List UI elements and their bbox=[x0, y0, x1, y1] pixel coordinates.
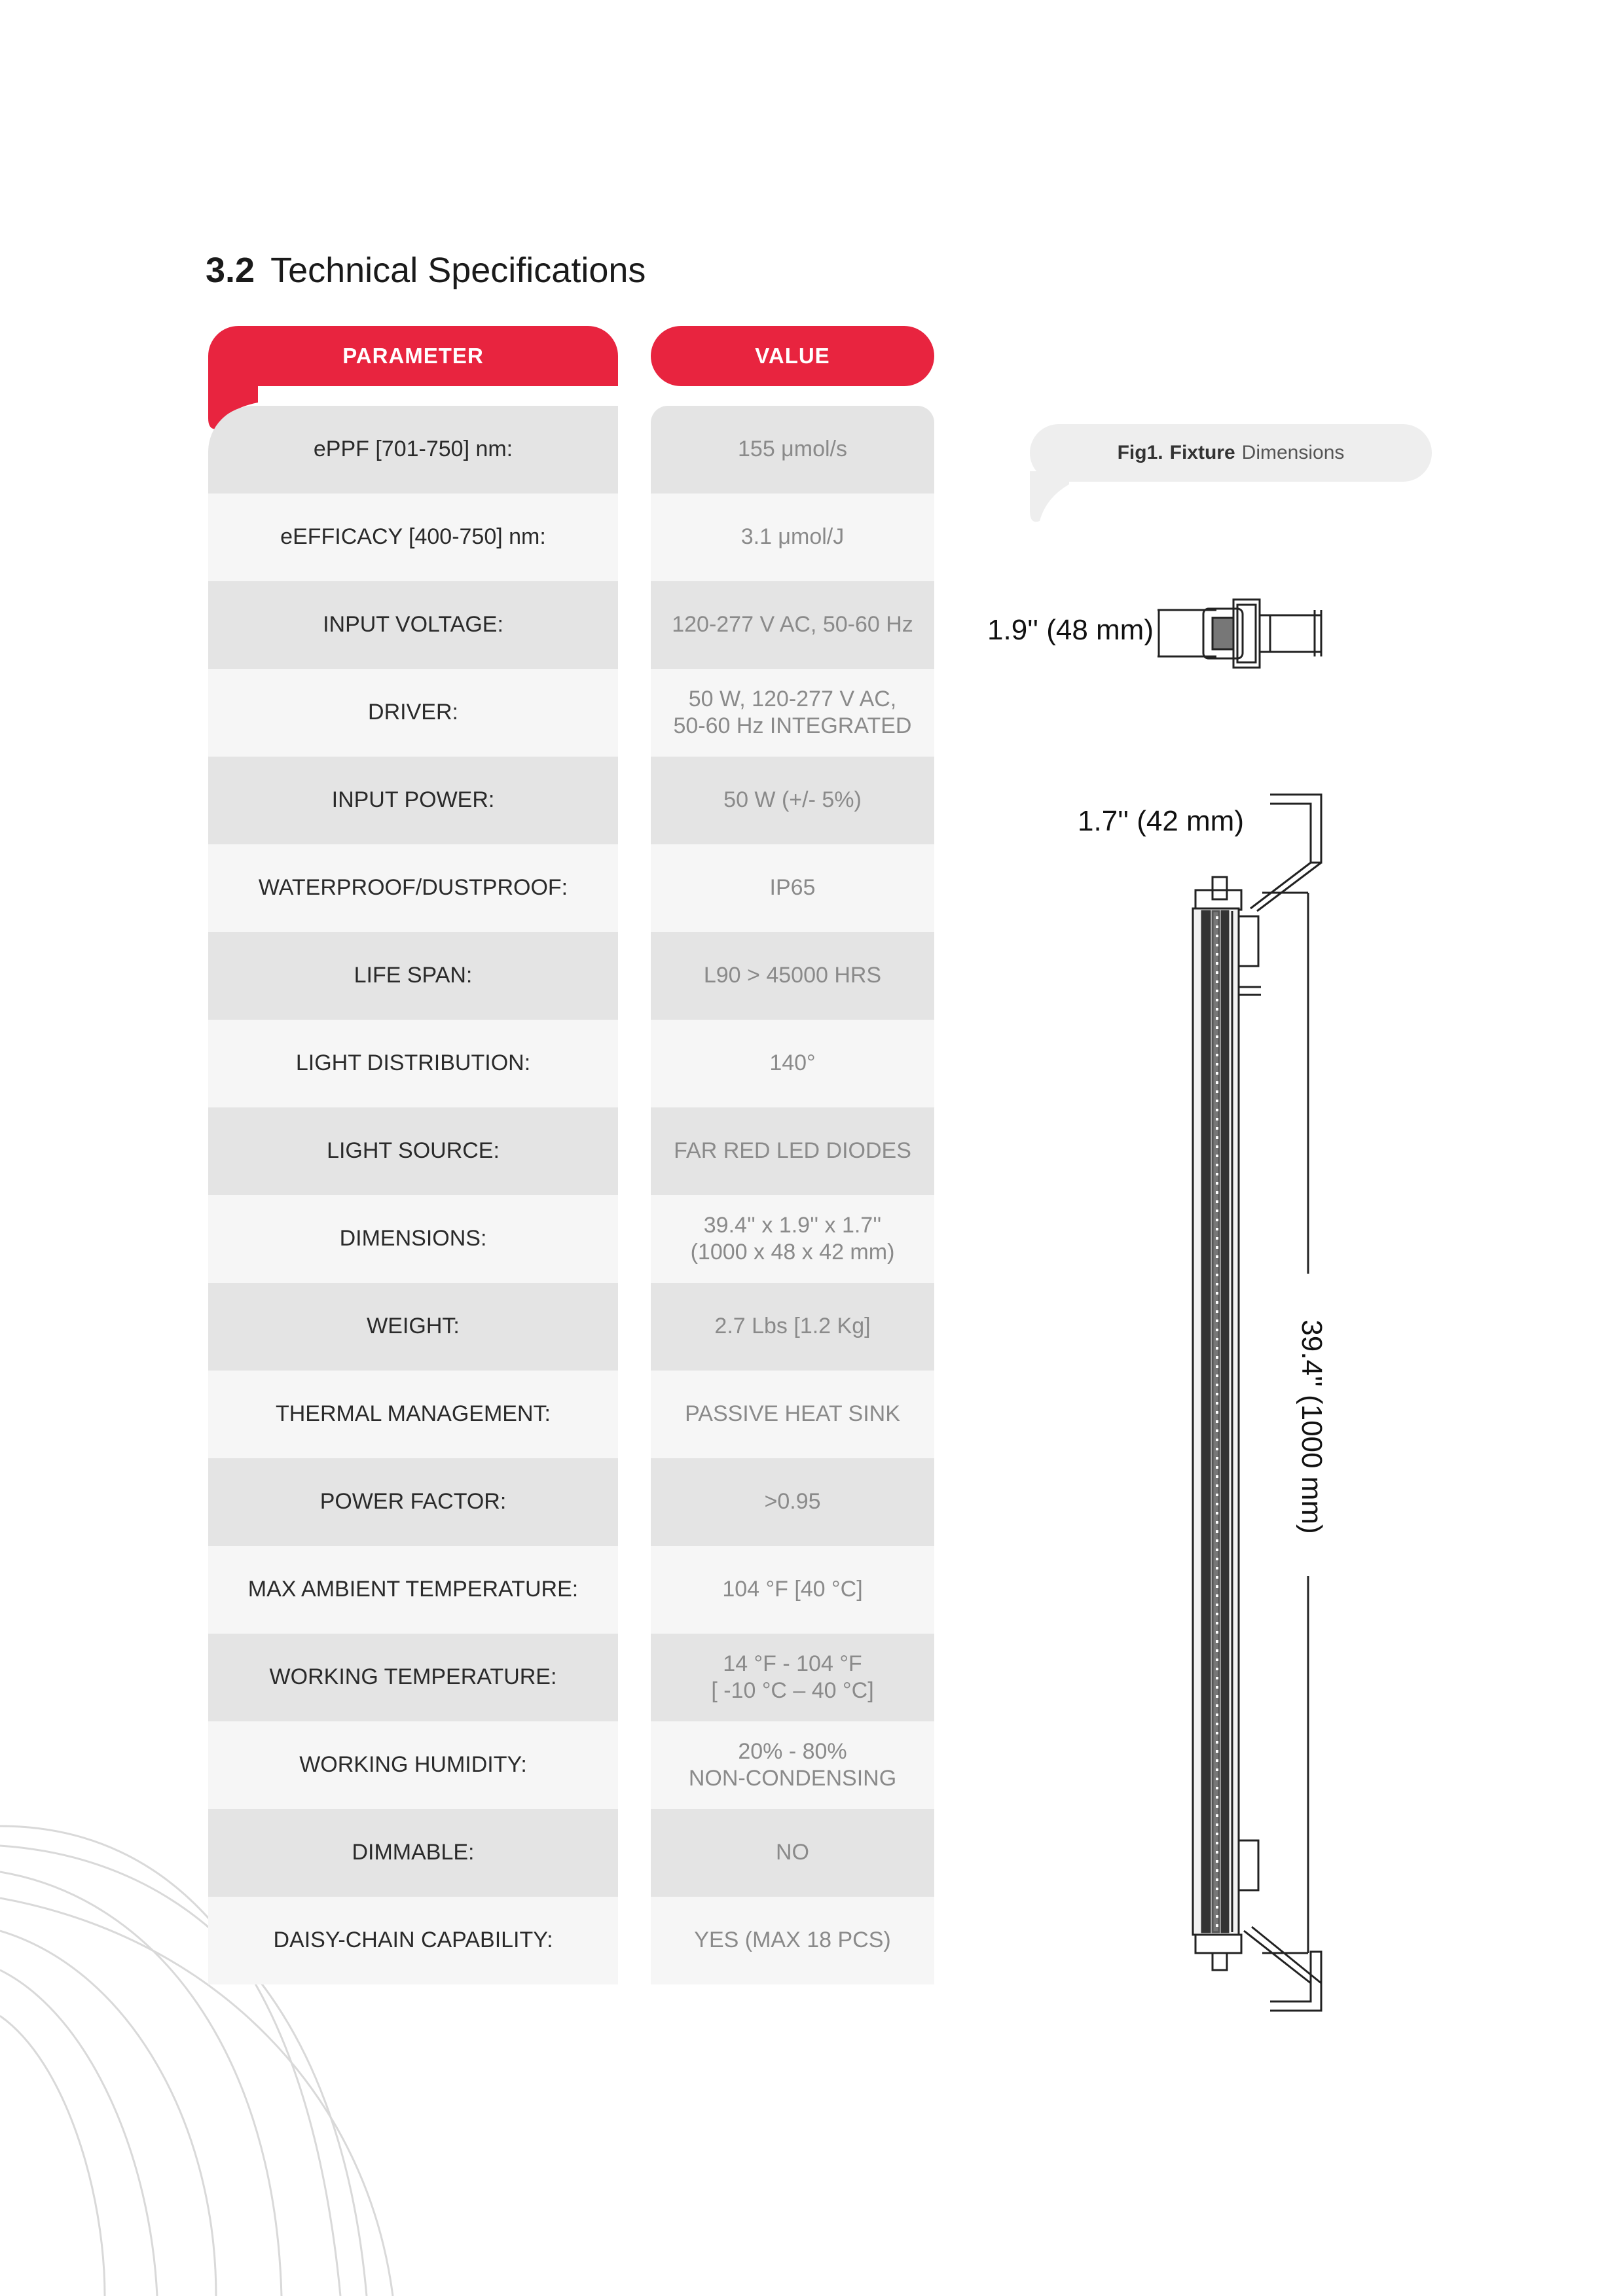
section-title-text: Technical Specifications bbox=[270, 251, 646, 290]
value-cell: NO bbox=[651, 1809, 934, 1897]
value-cell: 3.1 μmol/J bbox=[651, 493, 934, 581]
value-cell: 20% - 80% NON-CONDENSING bbox=[651, 1721, 934, 1809]
value-cell: L90 > 45000 HRS bbox=[651, 932, 934, 1020]
parameter-cell: LIGHT DISTRIBUTION: bbox=[208, 1020, 618, 1107]
length-dimension-line bbox=[1262, 893, 1308, 1953]
parameter-cell: LIFE SPAN: bbox=[208, 932, 618, 1020]
parameter-cell: ePPF [701-750] nm: bbox=[208, 406, 618, 493]
parameter-cell: DAISY-CHAIN CAPABILITY: bbox=[208, 1897, 618, 1984]
parameter-cell: DIMMABLE: bbox=[208, 1809, 618, 1897]
parameter-cell: WORKING TEMPERATURE: bbox=[208, 1634, 618, 1721]
value-cell: 14 °F - 104 °F [ -10 °C – 40 °C] bbox=[651, 1634, 934, 1721]
value-cell: 104 °F [40 °C] bbox=[651, 1546, 934, 1634]
value-cell: YES (MAX 18 PCS) bbox=[651, 1897, 934, 1984]
width-dimension-label: 1.9'' (48 mm) bbox=[987, 614, 1154, 646]
value-header: VALUE bbox=[651, 326, 934, 386]
parameter-cell: eEFFICACY [400-750] nm: bbox=[208, 493, 618, 581]
fixture-side-view bbox=[1193, 877, 1261, 1970]
value-cell: 50 W, 120-277 V AC, 50-60 Hz INTEGRATED bbox=[651, 669, 934, 757]
value-cell: >0.95 bbox=[651, 1458, 934, 1546]
figure-label: Fig1. bbox=[1117, 442, 1163, 463]
lower-dimension-bracket bbox=[1244, 1927, 1321, 2011]
parameter-cell: DIMENSIONS: bbox=[208, 1195, 618, 1283]
value-cell: 120-277 V AC, 50-60 Hz bbox=[651, 581, 934, 669]
parameter-cell: INPUT POWER: bbox=[208, 757, 618, 844]
parameter-cell: WEIGHT: bbox=[208, 1283, 618, 1371]
fixture-end-view bbox=[1158, 600, 1321, 668]
value-cell: PASSIVE HEAT SINK bbox=[651, 1371, 934, 1458]
value-cell: 2.7 Lbs [1.2 Kg] bbox=[651, 1283, 934, 1371]
value-cell: 140° bbox=[651, 1020, 934, 1107]
value-cell: FAR RED LED DIODES bbox=[651, 1107, 934, 1195]
parameter-cell: INPUT VOLTAGE: bbox=[208, 581, 618, 669]
value-cell: 39.4'' x 1.9'' x 1.7'' (1000 x 48 x 42 mm) bbox=[651, 1195, 934, 1283]
parameter-cell: POWER FACTOR: bbox=[208, 1458, 618, 1546]
value-cell: 155 μmol/s bbox=[651, 406, 934, 493]
height-dimension-label: 1.7'' (42 mm) bbox=[1078, 805, 1244, 837]
parameter-cell: MAX AMBIENT TEMPERATURE: bbox=[208, 1546, 618, 1634]
section-number: 3.2 bbox=[206, 251, 255, 290]
parameter-cell: DRIVER: bbox=[208, 669, 618, 757]
length-dimension-label: 39.4'' (1000 mm) bbox=[1296, 1319, 1328, 1534]
parameter-cell: WATERPROOF/DUSTPROOF: bbox=[208, 844, 618, 932]
figure-title-bold: Fixture bbox=[1169, 442, 1235, 463]
value-cell: IP65 bbox=[651, 844, 934, 932]
parameter-cell: WORKING HUMIDITY: bbox=[208, 1721, 618, 1809]
parameter-cell: THERMAL MANAGEMENT: bbox=[208, 1371, 618, 1458]
parameter-cell: LIGHT SOURCE: bbox=[208, 1107, 618, 1195]
parameter-header: PARAMETER bbox=[208, 326, 618, 386]
figure-title-rest: Dimensions bbox=[1241, 442, 1345, 463]
value-cell: 50 W (+/- 5%) bbox=[651, 757, 934, 844]
